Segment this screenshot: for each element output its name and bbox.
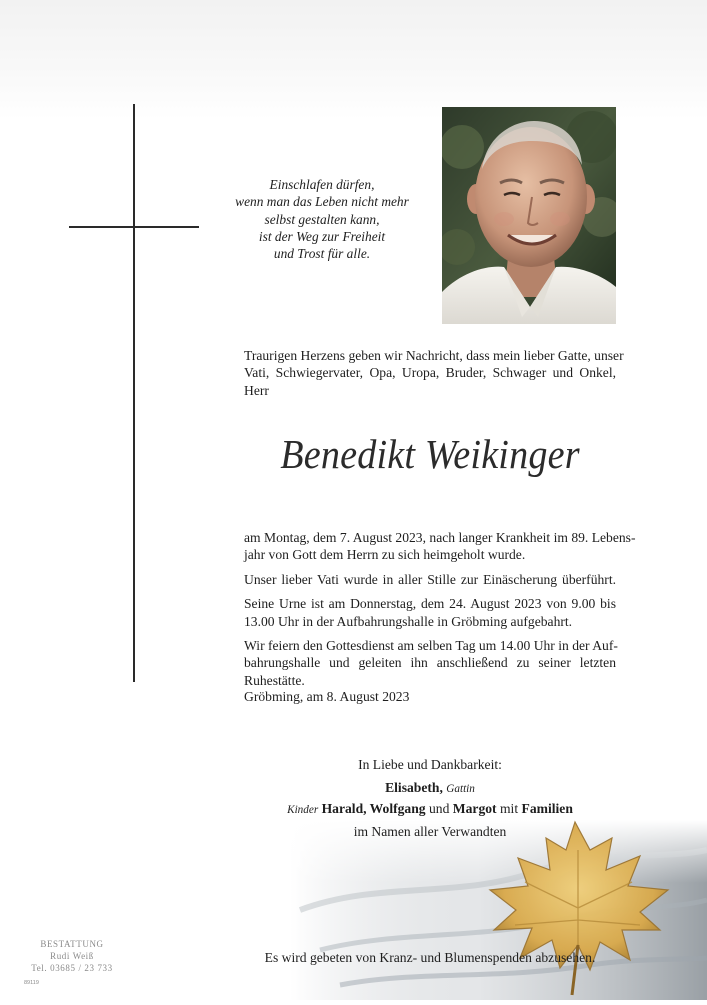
paragraph <box>244 637 616 689</box>
poem-line: ist der Weg zur Freiheit <box>258 228 386 244</box>
cross-horizontal-bar <box>69 226 199 228</box>
children-line <box>244 801 616 817</box>
wife-name: Elisabeth, <box>385 780 443 795</box>
portrait-photo <box>442 107 616 324</box>
closing-line: In Liebe und Dankbarkeit: <box>358 757 502 772</box>
announcement-body <box>244 529 636 696</box>
poem-line: Einschlafen dürfen, <box>269 177 375 192</box>
and-word: und <box>428 801 450 816</box>
paragraph-line: Wir feiern den Gottesdienst am selben Tag um 14.00 Uhr in der Auf- <box>244 638 618 654</box>
poem <box>218 176 426 262</box>
donation-request: Es wird gebeten von Kranz- und Blumenspenden abzusehen. <box>264 950 596 965</box>
paragraph-line: Unser lieber Vati wurde in aller Stille zur Einäscherung überführt. <box>244 571 616 587</box>
deceased-name: Benedikt Weikinger <box>280 431 580 477</box>
poem-line: selbst gestalten kann, <box>264 211 380 227</box>
cross-vertical-bar <box>133 104 135 682</box>
children-label: Kinder <box>287 804 319 816</box>
poem-line: wenn man das Leben nicht mehr <box>235 194 409 210</box>
paragraph-line: bahrungshalle und geleiten ihn anschließend zu seiner letzten <box>244 655 616 671</box>
intro-text <box>244 347 624 399</box>
children-names: Harald, Wolfgang <box>321 801 426 816</box>
undertaker-title: BESTATTUNG <box>40 939 104 949</box>
intro-line: Herr <box>244 382 269 398</box>
paragraph <box>244 529 636 564</box>
relatives-line: im Namen aller Verwandten <box>353 824 507 839</box>
paragraph <box>244 595 616 630</box>
paragraph-line: Seine Urne ist am Donnerstag, dem 24. August 2023 von 9.00 bis <box>244 596 616 612</box>
intro-line: Vati, Schwiegervater, Opa, Uropa, Bruder, Schwager und Onkel, <box>244 365 616 381</box>
undertaker-phone: Tel. 03685 / 23 733 <box>31 963 113 973</box>
child-name: Margot <box>452 801 497 816</box>
with-word: mit <box>499 801 519 816</box>
paragraph-line: jahr von Gott dem Herrn zu sich heimgeholt wurde. <box>244 547 526 563</box>
place-date: Gröbming, am 8. August 2023 <box>244 689 410 704</box>
wife-line <box>244 780 616 796</box>
paragraph-line: Ruhestätte. <box>244 672 305 688</box>
intro-line: Traurigen Herzens geben wir Nachricht, dass mein lieber Gatte, unser <box>244 348 624 363</box>
undertaker-name: Rudi Weiß <box>50 951 94 961</box>
undertaker-imprint <box>22 938 122 974</box>
wife-role: Gattin <box>446 783 475 795</box>
paragraph-line: 13.00 Uhr in der Aufbahrungshalle in Gröbming aufgebahrt. <box>244 613 573 629</box>
families-label: Familien <box>521 801 573 816</box>
paragraph <box>244 571 616 588</box>
poem-line: und Trost für alle. <box>273 246 371 262</box>
print-code: 89119 <box>24 980 39 986</box>
top-gradient <box>0 0 707 120</box>
paragraph-line: am Montag, dem 7. August 2023, nach langer Krankheit im 89. Lebens- <box>244 530 636 545</box>
